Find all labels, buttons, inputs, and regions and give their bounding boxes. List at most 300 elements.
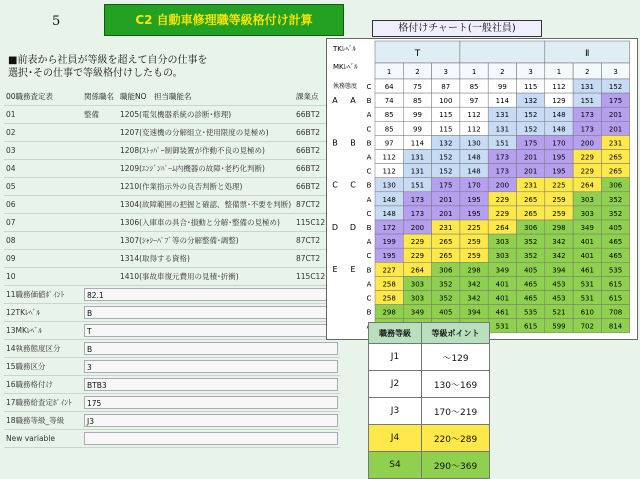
task-row[interactable] [4,160,340,178]
header-task: 職能NO 担当職能名 [120,92,192,101]
grade-cell-value: 112 [467,111,481,120]
grade-cell-value: 201 [523,153,538,162]
form-field-row [4,358,340,376]
column-label: 3 [443,68,448,76]
tk-level-label: E [350,265,356,275]
attitude-label: C [366,252,372,261]
grade-cell-value: 531 [580,294,594,303]
grade-cell-value: 112 [382,153,396,162]
task-no: 03 [6,146,16,155]
form-field-row [4,394,340,412]
attitude-label: A [366,195,372,204]
grade-cell-value: 349 [580,224,594,232]
legend-grade: J3 [369,398,422,425]
grade-cell-value: 453 [552,280,566,289]
form-field-value[interactable]: J3 [84,414,338,427]
task-name: 1209(ｴﾝｼﾞﾝﾊﾟｰﾑ内機器の故障･老朽化判断) [120,164,265,173]
grade-cell-value: 349 [495,266,510,275]
form-field-row [4,376,340,394]
grade-cell-value: 599 [552,322,566,331]
header-no: 00職務査定表 [6,92,54,101]
task-name: 1410(事故車復元費用の見積･折衝) [120,272,239,281]
form-field-label: 18職務等級_等級 [6,416,65,425]
attitude-label: C [366,125,372,134]
column-label: 3 [613,68,618,76]
grade-cell-value: 352 [608,209,623,218]
grade-cell-value: 151 [495,139,510,148]
legend-range: ～129 [422,344,490,371]
grade-cell-value: 298 [382,308,396,317]
intro-line-2: 選択･その仕事で等級格付けしたもの。 [8,68,183,79]
grade-cell-value: 74 [384,97,394,106]
grade-cell-value: 265 [608,153,623,162]
grade-cell-value: 131 [410,153,425,162]
grade-cell-value: 200 [580,139,594,148]
grade-cell-value: 151 [410,181,425,190]
grade-cell-value: 148 [467,153,481,162]
legend-header-range: 等級ポイント [422,323,490,344]
task-points: 66BT2 [296,182,321,191]
attitude-label: A [366,238,372,247]
grade-cell-value: 99 [412,111,422,120]
task-name: 1205(電気機器系統の診断･修理) [120,110,232,119]
grade-cell-value: 231 [439,224,453,232]
task-points: 87CT2 [296,200,321,209]
grade-cell-value: 405 [439,308,453,317]
grade-cell-value: 401 [495,294,510,303]
grade-cell-value: 170 [467,181,481,190]
grade-legend-table [368,322,490,479]
grade-cell-value: 173 [495,167,510,176]
grade-cell-value: 85 [384,111,394,120]
form-field-label: 11職務価値ﾎﾟｲﾝﾄ [6,290,65,299]
grade-cell-value: 535 [523,308,538,317]
grade-cell-value: 352 [439,280,453,289]
task-no: 04 [6,164,16,173]
grade-cell-value: 465 [523,280,538,289]
grade-cell-value: 229 [410,238,425,247]
grade-cell-value: 265 [523,195,538,204]
grade-cell-value: 152 [523,111,538,120]
task-no: 10 [6,272,16,281]
task-points: 115C12 [296,272,326,281]
grade-cell-value: 453 [552,294,566,303]
mk-level-label: B [332,138,338,148]
grade-cell-value: 465 [608,252,623,261]
form-field-value[interactable]: T [84,324,338,337]
legend-row [369,371,490,398]
attitude-label: A [366,280,372,289]
slide-number: 5 [52,14,61,29]
legend-row [369,452,490,479]
legend-grade: S4 [369,452,422,479]
grade-cell-value: 148 [382,195,396,204]
grade-cell-value: 225 [467,224,481,232]
grade-cell-value: 85 [469,83,479,91]
grade-cell-value: 64 [384,83,394,91]
grade-cell-value: 115 [439,125,453,134]
grade-cell-value: 303 [580,209,594,218]
grade-cell-value: 814 [608,322,623,331]
form-field-label: New variable [6,434,55,443]
grade-cell-value: 405 [608,224,623,232]
task-row[interactable] [4,268,340,286]
task-row[interactable] [4,196,340,214]
grade-cell-value: 342 [552,238,566,247]
grade-cell-value: 173 [410,209,425,218]
grade-cell-value: 306 [439,266,453,275]
grade-cell-value: 112 [552,83,566,91]
task-name: 1210(作業指示外の良否判断と処理) [120,182,243,191]
grade-cell-value: 195 [552,153,566,162]
grade-cell-value: 352 [439,294,453,303]
grade-cell-value: 173 [410,195,425,204]
grade-cell-value: 173 [495,153,510,162]
grade-cell-value: 465 [608,238,623,247]
form-field-row [4,340,340,358]
task-name: 1307(ｼｬｼｰﾊﾟﾌﾞ等の分解整備･調整) [120,236,239,245]
task-no: 08 [6,236,16,245]
attitude-label: C [366,167,372,176]
grade-cell-value: 265 [523,209,538,218]
task-row[interactable] [4,232,340,250]
grade-cell-value: 229 [410,252,425,261]
grade-cell-value: 303 [495,238,510,247]
attitude-label: A [366,111,372,120]
grade-cell-value: 85 [384,125,394,134]
column-label: 2 [415,68,420,76]
grade-cell-value: 170 [552,139,566,148]
form-field-value[interactable] [84,432,338,445]
legend-grade: J2 [369,371,422,398]
task-no: 01 [6,110,16,119]
chart-title: 格付けチャート(一般社員) [372,20,542,37]
form-field-label: 12TKﾚﾍﾞﾙ [6,308,41,317]
form-field-label: 17職務給査定ﾎﾟｲﾝﾄ [6,398,72,407]
grade-cell-value: 349 [410,308,425,317]
grade-cell-value: 85 [412,97,422,106]
grade-cell-value: 465 [523,294,538,303]
grade-cell-value: 303 [580,195,594,204]
grade-cell-value: 306 [608,181,623,190]
grade-cell-value: 148 [552,111,566,120]
grade-cell-value: 258 [382,280,396,289]
grade-cell-value: 615 [523,322,538,331]
header-category: 関係職名 [84,92,114,101]
legend-header-row [369,323,490,344]
grade-cell-value: 227 [382,266,396,275]
form-header-row [4,88,340,106]
task-points: 87CT2 [296,254,321,263]
mk-level-label: E [332,265,338,275]
grade-cell-value: 225 [552,181,566,190]
form-field-value[interactable]: 175 [84,396,338,409]
grade-cell-value: 201 [523,167,538,176]
grade-cell-value: 172 [382,224,396,232]
form-field-row [4,322,340,340]
job-evaluation-form [4,88,340,448]
grade-cell-value: 99 [497,83,507,91]
field-rows [4,286,340,448]
attitude-label: B [366,181,372,190]
form-field-value[interactable]: B [84,306,338,319]
grade-cell-value: 265 [608,167,623,176]
grade-cell-value: 394 [467,308,481,317]
grade-cell-value: 148 [467,167,481,176]
task-row[interactable] [4,124,340,142]
grade-cell-value: 708 [608,308,623,317]
tk-level-label: D [349,222,357,232]
grade-cell-value: 401 [580,252,594,261]
task-no: 02 [6,128,16,137]
grade-chart [326,38,638,340]
grade-cell-value: 394 [552,266,566,275]
form-field-row [4,412,340,430]
grade-cell-value: 131 [495,111,510,120]
slide-title: C2 自動車修理職等級格付け計算 [104,4,344,36]
grade-cell-value: 148 [382,209,396,218]
grade-cell-value: 114 [495,97,510,106]
tk-level-label: C [350,180,356,190]
form-field-row [4,430,340,448]
tk-level-label: A [350,95,356,105]
grade-cell-value: 265 [439,252,453,261]
grade-cell-value: 152 [439,153,453,162]
grade-cell-value: 352 [523,238,538,247]
attitude-label: C [366,209,372,218]
legend-range: 170～219 [422,398,490,425]
grade-cell-value: 303 [495,252,510,261]
legend-header-grade: 職務等級 [369,323,422,344]
grade-cell-value: 130 [382,181,396,190]
task-category: 整備 [84,110,99,119]
grade-cell-value: 615 [608,280,623,289]
form-field-label: 14執務態度区分 [6,344,61,353]
task-no: 06 [6,200,16,209]
mk-level-label: A [332,95,338,105]
task-points: 66BT2 [296,128,321,137]
task-points: 66BT2 [296,110,321,119]
grade-cell-value: 352 [608,195,623,204]
form-field-value[interactable]: 82.1 [84,288,338,301]
grade-cell-value: 229 [580,153,594,162]
grade-cell-value: 342 [552,252,566,261]
form-field-value[interactable]: B [84,342,338,355]
task-name: 1208(ｽﾄｯﾊﾟｰ制御装置が作動不良の見極め) [120,146,265,155]
grade-cell-value: 231 [608,139,623,148]
grade-cell-value: 352 [523,252,538,261]
attitude-label: B [366,308,372,317]
grade-cell-value: 115 [523,83,538,91]
grade-cell-value: 531 [580,280,594,289]
grade-cell-value: 461 [580,266,594,275]
task-no: 07 [6,218,16,227]
grade-cell-value: 521 [552,308,566,317]
mk-level-label: C [332,180,338,190]
grade-cell-value: 112 [382,167,396,176]
legend-grade: J1 [369,344,422,371]
grade-cell-value: 199 [382,238,396,247]
grade-cell-value: 195 [467,195,481,204]
form-field-row [4,286,340,304]
legend-row [369,398,490,425]
grade-cell-value: 405 [523,266,538,275]
grade-cell-value: 115 [439,111,453,120]
column-label: 2 [585,68,590,76]
attitude-label: C [366,294,372,303]
mk-level-label: D [331,222,339,232]
column-label: 1 [556,68,562,76]
group-header-cell [460,41,545,63]
grade-cell-value: 298 [552,224,566,232]
corner-top-label: TKﾚﾍﾞﾙ [333,45,356,53]
grade-chart-svg [327,39,637,339]
grade-cell-value: 131 [495,125,510,134]
attitude-label: B [366,97,372,106]
grade-cell-value: 259 [552,209,566,218]
task-name: 1314(取得する資格) [120,254,190,263]
grade-cell-value: 175 [608,97,623,106]
task-name: 1306(入庫車の具合･損動と分解･整備の見極め) [120,218,280,227]
grade-cell-value: 114 [410,139,425,148]
grade-cell-value: 132 [523,97,538,106]
grade-cell-value: 87 [441,83,451,91]
form-field-label: 15職務区分 [6,362,46,371]
grade-cell-value: 175 [523,139,538,148]
task-points: 87CT2 [296,236,321,245]
grade-cell-value: 100 [439,97,453,106]
grade-cell-value: 173 [580,125,594,134]
task-row[interactable] [4,178,340,196]
task-rows [4,106,340,286]
task-points: 66BT2 [296,146,321,155]
grade-cell-value: 535 [608,266,623,275]
grade-cell-value: 148 [552,125,566,134]
grade-cell-value: 201 [608,111,623,120]
corner-bottom-label: MKﾚﾍﾞﾙ [333,63,358,71]
grade-cell-value: 99 [412,125,422,134]
task-no: 09 [6,254,16,263]
column-label: 1 [386,68,392,76]
grade-cell-value: 75 [412,83,422,91]
column-label: 1 [471,68,477,76]
grade-cell-value: 229 [580,167,594,176]
attitude-label: C [366,83,372,91]
grade-cell-value: 298 [467,266,481,275]
grade-cell-value: 231 [523,181,538,190]
grade-cell-value: 229 [495,195,510,204]
grade-cell-value: 195 [467,209,481,218]
task-no: 05 [6,182,16,191]
grade-cell-value: 152 [523,125,538,134]
legend-range: 290～369 [422,452,490,479]
grade-cell-value: 195 [382,252,396,261]
grade-cell-value: 195 [552,167,566,176]
attitude-label: B [366,224,372,232]
grade-cell-value: 175 [439,181,453,190]
grade-cell-value: 97 [384,139,394,148]
grade-cell-value: 259 [552,195,566,204]
legend-row [369,344,490,371]
grade-cell-value: 342 [467,280,481,289]
grade-cell-value: 303 [410,294,425,303]
grade-cell-value: 151 [580,97,594,106]
grade-cell-value: 265 [439,238,453,247]
form-field-label: 13MKﾚﾍﾞﾙ [6,326,42,335]
header-points: 課業点 [296,92,319,101]
grade-cell-value: 264 [410,266,425,275]
attitude-label: B [366,266,372,275]
intro-line-1: ■前表から社員が等級を超えて自分の仕事を [8,55,208,66]
grade-cell-value: 259 [467,252,481,261]
task-points: 66BT2 [296,164,321,173]
grade-cell-value: 229 [495,209,510,218]
grade-cell-value: 152 [608,83,623,91]
form-field-value[interactable]: BTB3 [84,378,338,391]
legend-grade: J4 [369,425,422,452]
intro-text [8,54,308,80]
task-row[interactable] [4,214,340,232]
grade-cell-value: 531 [495,322,510,331]
grade-cell-value: 173 [580,111,594,120]
task-points: 115C12 [296,218,326,227]
grade-cell-value: 610 [580,308,594,317]
task-row[interactable] [4,250,340,268]
grade-cell-value: 201 [439,195,453,204]
grade-cell-value: 342 [467,294,481,303]
grade-cell-value: 200 [495,181,510,190]
task-row[interactable] [4,142,340,160]
task-row[interactable] [4,106,340,124]
grade-cell-value: 264 [580,181,594,190]
grade-cell-value: 264 [495,224,510,232]
grade-cell-value: 303 [410,280,425,289]
attitude-label: A [366,153,372,162]
group-header-label: T [414,49,421,59]
legend-row [369,425,490,452]
group-header-label: Ⅱ [585,49,590,59]
grade-cell-value: 702 [580,322,594,331]
tk-level-label: B [350,138,356,148]
grade-cell-value: 152 [439,167,453,176]
grade-cell-value: 259 [467,238,481,247]
task-name: 1207(変速機の分解組立･使用限度の見極め) [120,128,269,137]
grade-cell-value: 461 [495,308,510,317]
grade-cell-value: 97 [469,97,479,106]
row-sub-label: 執務態度 [333,83,358,90]
grade-cell-value: 129 [552,97,566,106]
grade-cell-value: 401 [495,280,510,289]
legend-range: 130～169 [422,371,490,398]
form-field-value[interactable]: 3 [84,360,338,373]
form-field-row [4,304,340,322]
grade-cell-value: 201 [608,125,623,134]
form-field-label: 16職務格付け [6,380,54,389]
grade-cell-value: 200 [410,224,425,232]
grade-cell-value: 130 [467,139,481,148]
grade-cell-value: 132 [439,139,453,148]
grade-cell-value: 615 [608,294,623,303]
column-label: 3 [528,68,533,76]
grade-cell-value: 258 [382,294,396,303]
column-label: 2 [500,68,505,76]
attitude-label: B [366,139,372,148]
task-name: 1304(故障範囲の把握と確認、整備票･不要を判断) [120,200,292,209]
grade-cell-value: 401 [580,238,594,247]
grade-cell-value: 131 [580,83,594,91]
grade-cell-value: 112 [467,125,481,134]
legend-range: 220～289 [422,425,490,452]
